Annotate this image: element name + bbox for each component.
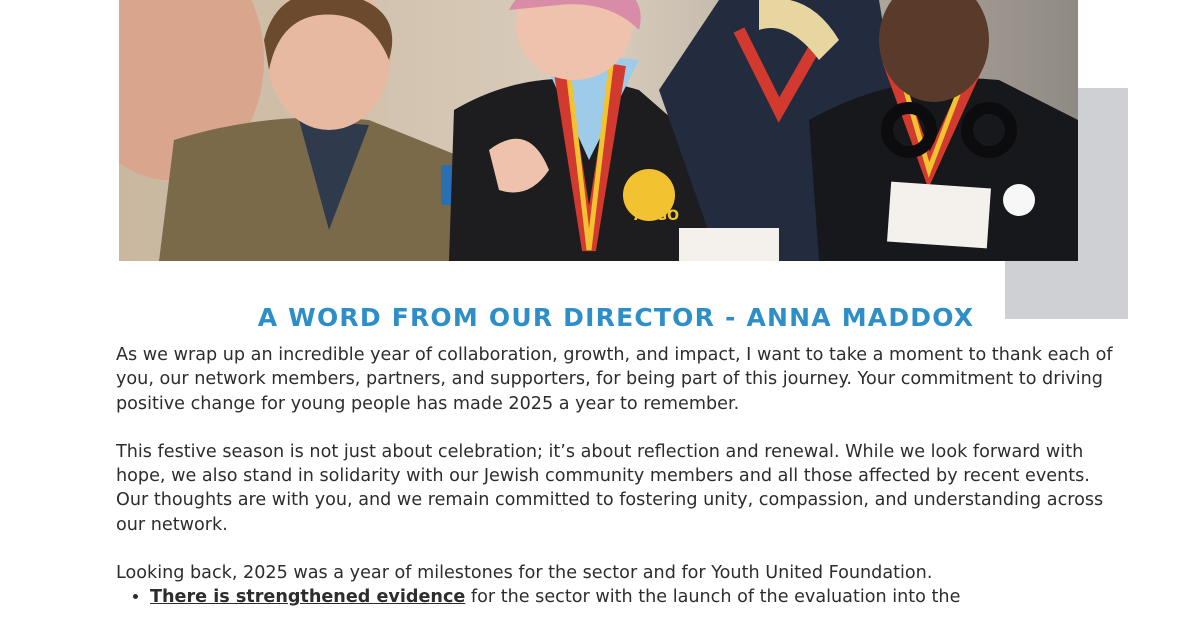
header-photo <box>119 0 1078 261</box>
list-item <box>150 585 1126 609</box>
milestone-list <box>116 585 1126 609</box>
article-title: A WORD FROM OUR DIRECTOR - ANNA MADDOX <box>257 303 975 332</box>
article-body <box>116 343 1126 610</box>
paper-card-left <box>679 228 779 261</box>
paragraph-2: This festive season is not just about celebration; it’s about reflection and renewal. While we look forward with hope, we also stand in solidarity with our Jewish community members and all those affected by recent events. Our thoughts are with you, and we remain committed to fostering unity, compassion, and understanding across our network. <box>116 441 1104 535</box>
list-item-text: for the sector with the launch of the evaluation into the <box>465 587 961 608</box>
argo-badge-text: ARGO <box>634 208 680 224</box>
youth-group-photo-illustration <box>119 0 1078 261</box>
list-item-bold: There is strengthened evidence <box>150 587 466 608</box>
paper-card-right <box>887 182 991 249</box>
paragraph-1: As we wrap up an incredible year of collaboration, growth, and impact, I want to take a moment to thank each of you, our network members, partners, and supporters, for being part of this journey. Your commitment to driving positive change for young people has made 2025 a year to remember. <box>116 345 1113 414</box>
kitty-badge <box>1003 184 1035 216</box>
paragraph-3: Looking back, 2025 was a year of milestones for the sector and for Youth United Foundation. <box>116 563 933 584</box>
